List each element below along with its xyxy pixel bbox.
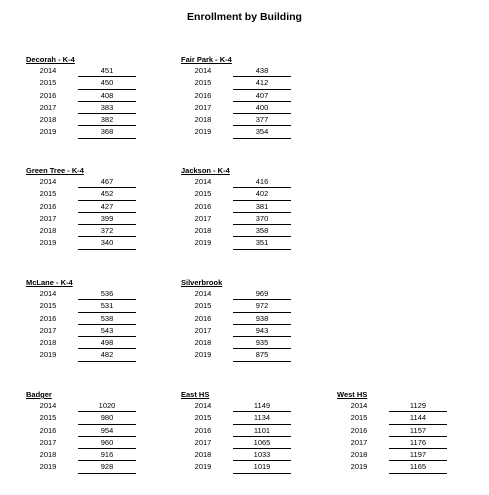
enrollment-value: 498 <box>100 338 114 348</box>
enrollment-value: 531 <box>100 301 114 311</box>
building-name: Badger <box>26 390 52 399</box>
enrollment-value: 1033 <box>253 450 271 460</box>
enrollment-row <box>26 349 138 361</box>
enrollment-row <box>26 65 138 77</box>
enrollment-value: 960 <box>100 437 114 447</box>
building-block <box>26 390 138 474</box>
enrollment-row <box>26 237 138 249</box>
enrollment-row <box>181 225 293 237</box>
value-underline <box>78 361 136 362</box>
enrollment-row <box>26 425 138 437</box>
year-cell: 2017 <box>194 437 212 447</box>
enrollment-row <box>26 176 138 188</box>
enrollment-value: 875 <box>255 350 269 360</box>
enrollment-value: 402 <box>255 189 269 199</box>
year-cell: 2019 <box>39 127 57 137</box>
enrollment-value: 1065 <box>253 437 271 447</box>
building-name: Silverbrook <box>181 278 223 287</box>
year-cell: 2016 <box>39 201 57 211</box>
building-name: Green Tree - K-4 <box>26 166 84 175</box>
building-block <box>181 278 293 362</box>
year-cell: 2016 <box>39 425 57 435</box>
year-cell: 2019 <box>194 238 212 248</box>
year-cell: 2018 <box>194 226 212 236</box>
enrollment-row <box>26 114 138 126</box>
enrollment-row <box>26 213 138 225</box>
enrollment-row <box>26 126 138 138</box>
year-cell: 2016 <box>350 425 368 435</box>
year-cell: 2018 <box>39 338 57 348</box>
value-underline <box>233 361 291 362</box>
year-cell: 2017 <box>39 102 57 112</box>
enrollment-row <box>26 337 138 349</box>
year-cell: 2017 <box>350 437 368 447</box>
year-cell: 2018 <box>194 338 212 348</box>
year-cell: 2017 <box>39 437 57 447</box>
year-cell: 2014 <box>194 177 212 186</box>
enrollment-value: 954 <box>100 425 114 435</box>
enrollment-row <box>337 425 449 437</box>
enrollment-row <box>181 65 293 77</box>
enrollment-row <box>337 437 449 449</box>
enrollment-row <box>181 188 293 200</box>
enrollment-row <box>181 349 293 361</box>
enrollment-row <box>26 300 138 312</box>
building-block <box>26 278 138 362</box>
enrollment-row <box>26 437 138 449</box>
enrollment-value: 354 <box>255 127 269 137</box>
value-underline <box>389 473 447 474</box>
enrollment-value: 370 <box>255 213 269 223</box>
enrollment-value: 407 <box>255 90 269 100</box>
value-underline <box>78 473 136 474</box>
building-name: Decorah - K-4 <box>26 55 75 64</box>
enrollment-value: 358 <box>255 226 269 236</box>
building-block <box>181 166 293 250</box>
enrollment-row <box>181 425 293 437</box>
enrollment-value: 1157 <box>409 425 427 435</box>
year-cell: 2019 <box>194 350 212 360</box>
year-cell: 2014 <box>39 66 57 75</box>
enrollment-value: 368 <box>100 127 114 137</box>
year-cell: 2019 <box>194 462 212 472</box>
enrollment-value: 381 <box>255 201 269 211</box>
enrollment-row <box>181 126 293 138</box>
page-title: Enrollment by Building <box>187 11 302 23</box>
year-cell: 2017 <box>194 102 212 112</box>
enrollment-row <box>181 313 293 325</box>
year-cell: 2018 <box>39 450 57 460</box>
year-cell: 2015 <box>194 189 212 199</box>
enrollment-row <box>181 325 293 337</box>
enrollment-row <box>26 313 138 325</box>
year-cell: 2015 <box>39 78 57 88</box>
enrollment-value: 412 <box>255 78 269 88</box>
building-block <box>181 55 293 139</box>
value-underline <box>233 249 291 250</box>
building-block <box>26 166 138 250</box>
enrollment-row <box>337 461 449 473</box>
enrollment-row <box>181 412 293 424</box>
enrollment-value: 543 <box>100 325 114 335</box>
enrollment-value: 372 <box>100 226 114 236</box>
enrollment-value: 1176 <box>409 437 427 447</box>
enrollment-value: 1165 <box>409 462 427 472</box>
enrollment-row <box>181 449 293 461</box>
enrollment-value: 383 <box>100 102 114 112</box>
year-cell: 2018 <box>194 115 212 125</box>
enrollment-value: 943 <box>255 325 269 335</box>
enrollment-row <box>26 225 138 237</box>
enrollment-row <box>337 400 449 412</box>
enrollment-row <box>181 237 293 249</box>
building-name: Jackson - K-4 <box>181 166 230 175</box>
enrollment-row <box>26 288 138 300</box>
building-name: Fair Park - K-4 <box>181 55 232 64</box>
enrollment-value: 377 <box>255 115 269 125</box>
year-cell: 2016 <box>194 201 212 211</box>
value-underline <box>233 138 291 139</box>
enrollment-row <box>26 188 138 200</box>
enrollment-value: 482 <box>100 350 114 360</box>
year-cell: 2019 <box>39 462 57 472</box>
year-cell: 2015 <box>350 413 368 423</box>
year-cell: 2015 <box>194 301 212 311</box>
enrollment-value: 1129 <box>409 401 427 410</box>
enrollment-value: 935 <box>255 338 269 348</box>
year-cell: 2016 <box>39 313 57 323</box>
enrollment-row <box>26 449 138 461</box>
enrollment-value: 452 <box>100 189 114 199</box>
enrollment-value: 980 <box>100 413 114 423</box>
enrollment-value: 382 <box>100 115 114 125</box>
enrollment-value: 972 <box>255 301 269 311</box>
enrollment-row <box>181 201 293 213</box>
building-name: West HS <box>337 390 368 399</box>
enrollment-row <box>26 400 138 412</box>
enrollment-value: 400 <box>255 102 269 112</box>
year-cell: 2019 <box>194 127 212 137</box>
enrollment-row <box>181 114 293 126</box>
building-name: McLane - K-4 <box>26 278 73 287</box>
enrollment-value: 438 <box>255 66 269 75</box>
enrollment-value: 416 <box>255 177 269 186</box>
enrollment-row <box>26 90 138 102</box>
enrollment-value: 451 <box>100 66 114 75</box>
value-underline <box>233 473 291 474</box>
enrollment-value: 450 <box>100 78 114 88</box>
enrollment-row <box>181 300 293 312</box>
year-cell: 2017 <box>194 325 212 335</box>
year-cell: 2017 <box>39 325 57 335</box>
enrollment-row <box>181 337 293 349</box>
enrollment-value: 427 <box>100 201 114 211</box>
enrollment-value: 938 <box>255 313 269 323</box>
enrollment-value: 351 <box>255 238 269 248</box>
year-cell: 2014 <box>39 401 57 410</box>
year-cell: 2014 <box>194 401 212 410</box>
enrollment-value: 340 <box>100 238 114 248</box>
building-block <box>181 390 293 474</box>
enrollment-value: 1134 <box>253 413 271 423</box>
year-cell: 2015 <box>39 413 57 423</box>
year-cell: 2019 <box>350 462 368 472</box>
year-cell: 2016 <box>194 313 212 323</box>
enrollment-row <box>181 77 293 89</box>
year-cell: 2014 <box>194 289 212 298</box>
enrollment-value: 467 <box>100 177 114 186</box>
year-cell: 2014 <box>350 401 368 410</box>
year-cell: 2015 <box>194 413 212 423</box>
enrollment-row <box>26 102 138 114</box>
enrollment-row <box>26 201 138 213</box>
enrollment-value: 1197 <box>409 450 427 460</box>
enrollment-row <box>181 176 293 188</box>
building-block <box>26 55 138 139</box>
enrollment-value: 538 <box>100 313 114 323</box>
building-name: East HS <box>181 390 210 399</box>
year-cell: 2015 <box>39 189 57 199</box>
year-cell: 2017 <box>194 213 212 223</box>
enrollment-value: 1020 <box>98 401 116 410</box>
year-cell: 2016 <box>194 90 212 100</box>
enrollment-value: 408 <box>100 90 114 100</box>
enrollment-row <box>26 325 138 337</box>
building-block <box>337 390 449 474</box>
enrollment-value: 1149 <box>253 401 271 410</box>
year-cell: 2019 <box>39 350 57 360</box>
year-cell: 2018 <box>350 450 368 460</box>
year-cell: 2015 <box>39 301 57 311</box>
enrollment-value: 399 <box>100 213 114 223</box>
enrollment-row <box>181 102 293 114</box>
year-cell: 2018 <box>39 115 57 125</box>
year-cell: 2016 <box>194 425 212 435</box>
enrollment-row <box>181 288 293 300</box>
enrollment-value: 1019 <box>253 462 271 472</box>
enrollment-row <box>337 412 449 424</box>
year-cell: 2014 <box>39 177 57 186</box>
enrollment-value: 536 <box>100 289 114 298</box>
year-cell: 2014 <box>194 66 212 75</box>
enrollment-row <box>181 213 293 225</box>
enrollment-value: 1144 <box>409 413 427 423</box>
enrollment-row <box>181 90 293 102</box>
value-underline <box>78 249 136 250</box>
enrollment-value: 1101 <box>253 425 271 435</box>
enrollment-row <box>337 449 449 461</box>
enrollment-value: 916 <box>100 450 114 460</box>
enrollment-value: 969 <box>255 289 269 298</box>
value-underline <box>78 138 136 139</box>
year-cell: 2014 <box>39 289 57 298</box>
year-cell: 2019 <box>39 238 57 248</box>
enrollment-row <box>181 437 293 449</box>
enrollment-row <box>26 77 138 89</box>
enrollment-value: 928 <box>100 462 114 472</box>
enrollment-row <box>26 461 138 473</box>
year-cell: 2018 <box>39 226 57 236</box>
year-cell: 2018 <box>194 450 212 460</box>
enrollment-row <box>26 412 138 424</box>
enrollment-row <box>181 461 293 473</box>
year-cell: 2015 <box>194 78 212 88</box>
year-cell: 2017 <box>39 213 57 223</box>
year-cell: 2016 <box>39 90 57 100</box>
enrollment-row <box>181 400 293 412</box>
